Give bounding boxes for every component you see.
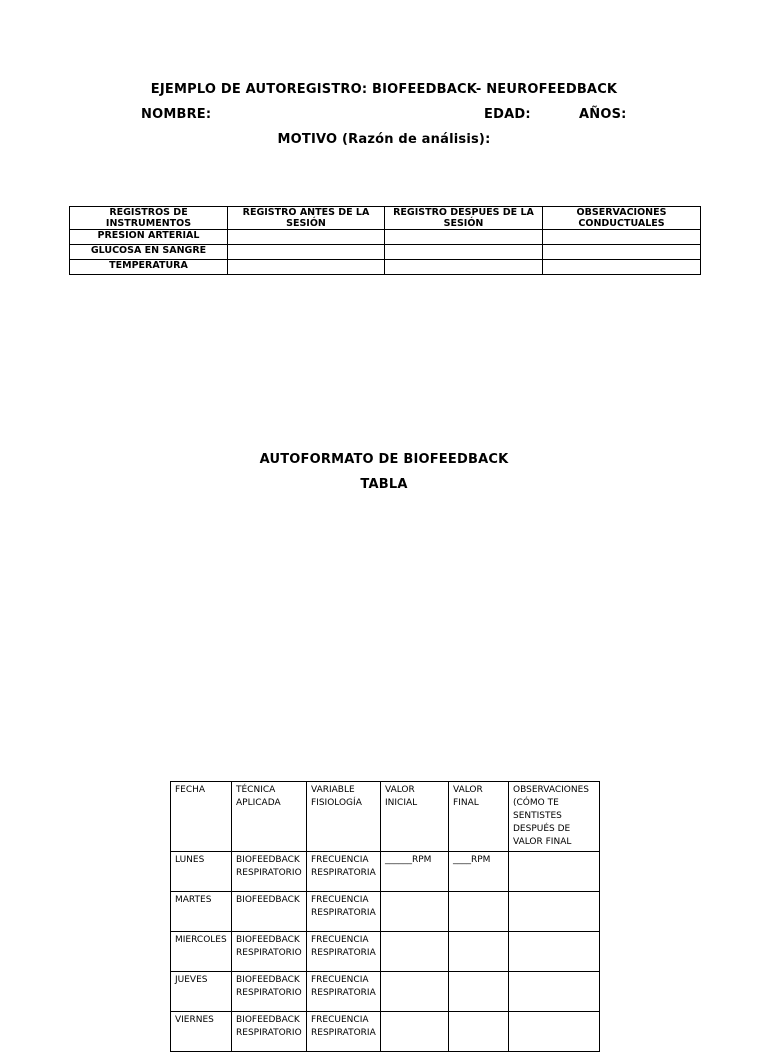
table-cell xyxy=(449,932,509,972)
day-cell: VIERNES xyxy=(171,1012,232,1052)
table-cell xyxy=(381,1012,449,1052)
row-label: PRESION ARTERIAL xyxy=(70,230,228,245)
table-cell: BIOFEEDBACK RESPIRATORIO xyxy=(232,932,307,972)
table-cell xyxy=(543,230,701,245)
table-row xyxy=(70,230,701,245)
motivo-label: MOTIVO (Razón de análisis): xyxy=(277,132,491,147)
table-cell: FRECUENCIA RESPIRATORIA xyxy=(307,972,381,1012)
day-cell: MARTES xyxy=(171,892,232,932)
day-cell: MIERCOLES xyxy=(171,932,232,972)
table-cell: FRECUENCIA RESPIRATORIA xyxy=(307,852,381,892)
table-cell: BIOFEEDBACK RESPIRATORIO xyxy=(232,852,307,892)
table-cell: ____RPM xyxy=(449,852,509,892)
section-subtitle: TABLA xyxy=(360,477,408,492)
table-cell xyxy=(449,1012,509,1052)
table-cell xyxy=(381,892,449,932)
table-cell xyxy=(449,892,509,932)
table-cell xyxy=(509,852,600,892)
day-cell: LUNES xyxy=(171,852,232,892)
document-title: EJEMPLO DE AUTOREGISTRO: BIOFEEDBACK- NEUROFEEDBACK xyxy=(150,82,618,97)
row-label: TEMPERATURA xyxy=(70,260,228,275)
table-cell xyxy=(381,932,449,972)
table-cell xyxy=(385,230,543,245)
column-header: VALOR INICIAL xyxy=(381,782,449,852)
row-label: GLUCOSA EN SANGRE xyxy=(70,245,228,260)
table-row xyxy=(171,852,600,892)
column-header: REGISTRO DESPUES DE LA SESIÓN xyxy=(385,207,543,230)
nombre-label: NOMBRE: xyxy=(141,107,212,122)
day-cell: JUEVES xyxy=(171,972,232,1012)
table-row xyxy=(171,932,600,972)
table-cell: FRECUENCIA RESPIRATORIA xyxy=(307,892,381,932)
table-header-row xyxy=(70,207,701,230)
table-cell: BIOFEEDBACK RESPIRATORIO xyxy=(232,972,307,1012)
column-header: FECHA xyxy=(171,782,232,852)
biofeedback-table xyxy=(170,781,600,1052)
table-row xyxy=(171,892,600,932)
column-header: OBSERVACIONES CONDUCTUALES xyxy=(543,207,701,230)
table-row xyxy=(70,245,701,260)
column-header: VARIABLE FISIOLOGÍA xyxy=(307,782,381,852)
table-row xyxy=(171,972,600,1012)
table-cell xyxy=(509,972,600,1012)
table-row xyxy=(70,260,701,275)
section-title: AUTOFORMATO DE BIOFEEDBACK xyxy=(259,452,509,467)
table-cell xyxy=(509,892,600,932)
table-cell xyxy=(509,932,600,972)
column-header: OBSERVACIONES (CÓMO TE SENTISTES DESPUÉS DE VALOR FINAL xyxy=(509,782,600,852)
table-cell xyxy=(228,245,385,260)
column-header: VALOR FINAL xyxy=(449,782,509,852)
table-cell: FRECUENCIA RESPIRATORIA xyxy=(307,932,381,972)
table-cell: BIOFEEDBACK xyxy=(232,892,307,932)
column-header: TÉCNICA APLICADA xyxy=(232,782,307,852)
table-header-row xyxy=(171,782,600,852)
instruments-table xyxy=(69,206,701,275)
table-cell xyxy=(543,245,701,260)
column-header: REGISTRO ANTES DE LA SESIÓN xyxy=(228,207,385,230)
table-cell: BIOFEEDBACK RESPIRATORIO xyxy=(232,1012,307,1052)
edad-label: EDAD: xyxy=(484,107,531,122)
table-row xyxy=(171,1012,600,1052)
table-cell: ______RPM xyxy=(381,852,449,892)
table-cell xyxy=(385,260,543,275)
table-cell xyxy=(228,260,385,275)
column-header: REGISTROS DE INSTRUMENTOS xyxy=(70,207,228,230)
table-cell: FRECUENCIA RESPIRATORIA xyxy=(307,1012,381,1052)
table-cell xyxy=(509,1012,600,1052)
table-cell xyxy=(381,972,449,1012)
table-cell xyxy=(543,260,701,275)
table-cell xyxy=(385,245,543,260)
table-cell xyxy=(449,972,509,1012)
table-cell xyxy=(228,230,385,245)
anos-label: AÑOS: xyxy=(579,107,627,122)
